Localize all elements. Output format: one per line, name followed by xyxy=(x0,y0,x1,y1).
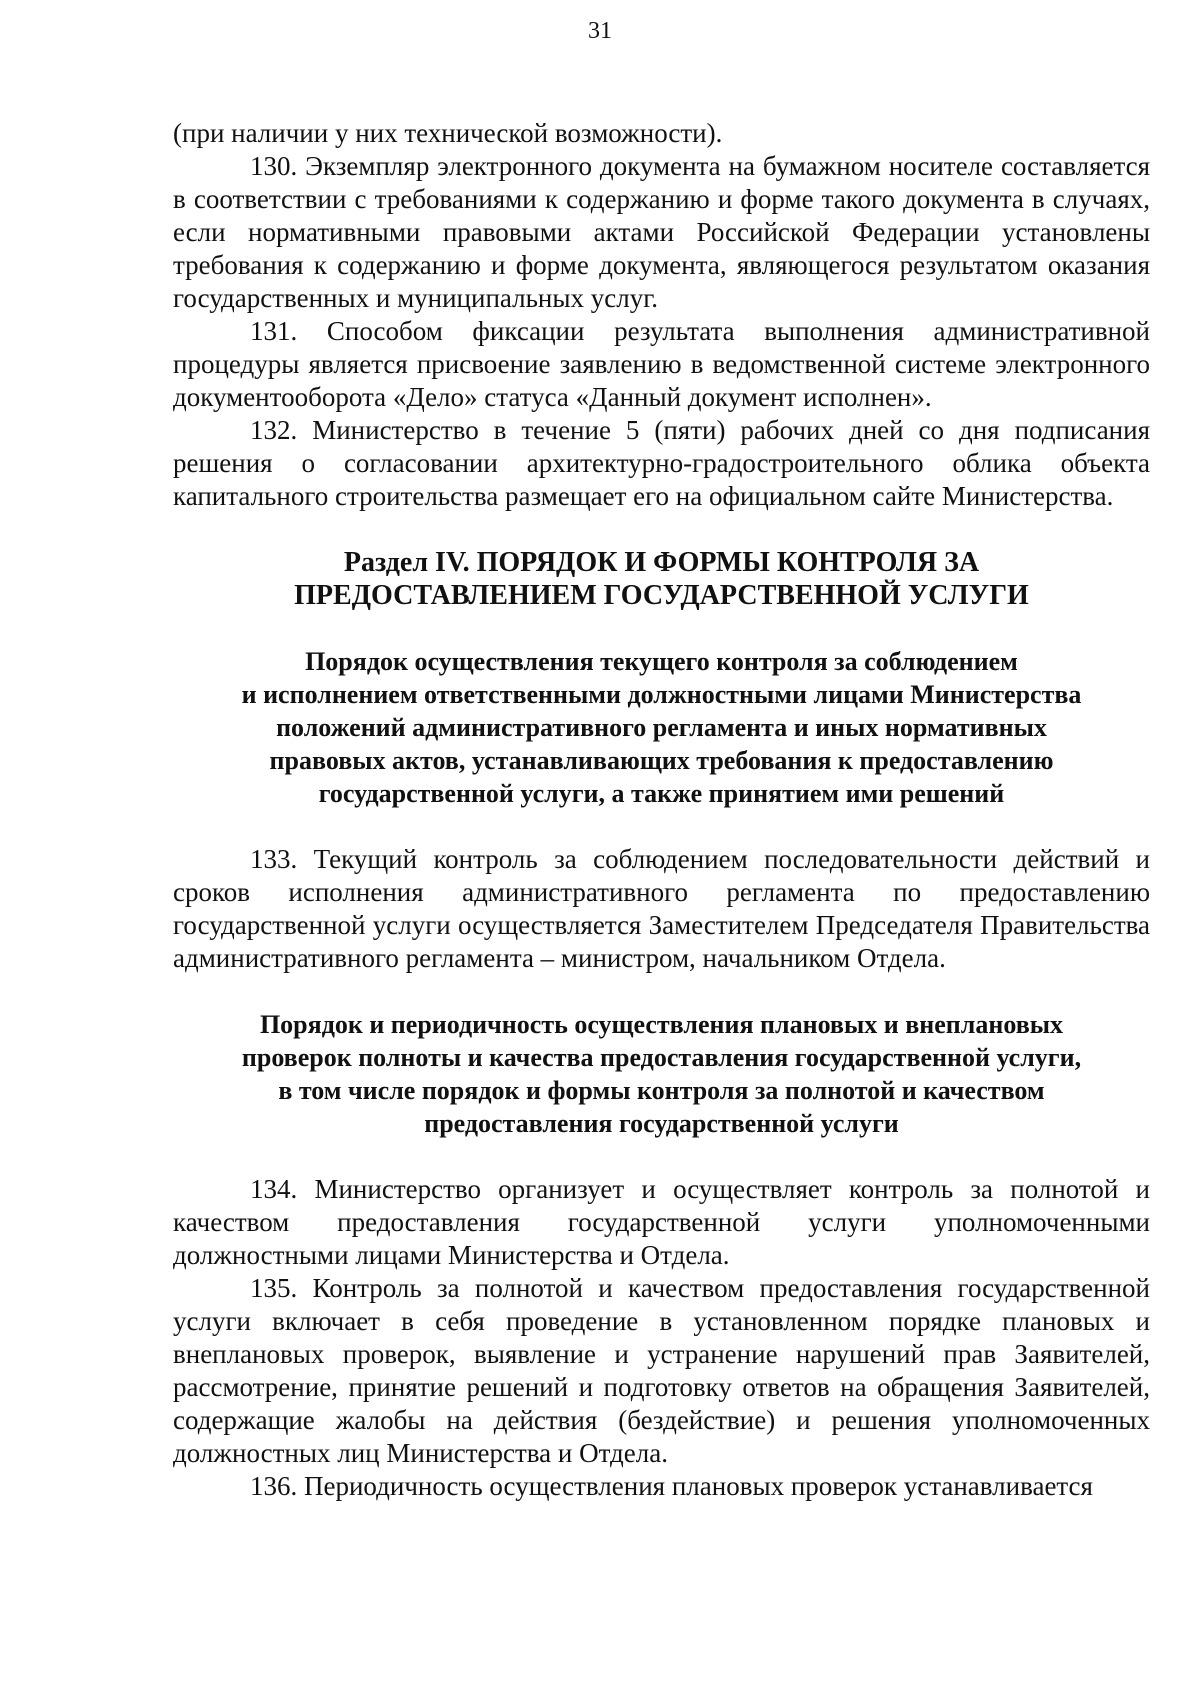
heading-line: Порядок и периодичность осуществления плановых и внеплановых xyxy=(259,1010,1064,1039)
paragraph: 131. Способом фиксации результата выполнения административной процедуры является присвоение заявлению в ведомственной системе электронного документооборота «Дело» статуса «Данный документ исполнен». xyxy=(173,316,1150,412)
heading-line: предоставления государственной услуги xyxy=(424,1109,899,1138)
paragraph: 135. Контроль за полнотой и качеством предоставления государственной услуги включает в себя проведение в установленном порядке плановых и внеплановых проверок, выявление и устранение нарушений прав Заявителей, рассмотрение, принятие решений и подготовку ответов на обращения Заявителей, содержащие жалобы на действия (бездействие) и решения уполномоченных должностных лиц Министерства и Отдела. xyxy=(173,1273,1150,1468)
section-heading xyxy=(173,546,1150,612)
heading-line: положений административного регламента и иных нормативных xyxy=(276,713,1047,742)
paragraph: 136. Периодичность осуществления плановых проверок устанавливается xyxy=(250,1471,1093,1501)
page-number: 31 xyxy=(588,18,612,44)
paragraph: 133. Текущий контроль за соблюдением последовательности действий и сроков исполнения административного регламента по предоставлению государственной услуги осуществляется Заместителем Председателя Правительства административного регламента – министром, начальником Отдела. xyxy=(173,844,1150,973)
heading-line: правовых актов, устанавливающих требования к предоставлению xyxy=(269,746,1054,775)
heading-line: ПРЕДОСТАВЛЕНИЕМ ГОСУДАРСТВЕННОЙ УСЛУГИ xyxy=(294,580,1029,611)
heading-line: проверок полноты и качества предоставления государственной услуги, xyxy=(241,1043,1082,1072)
heading-line: государственной услуги, а также принятием ими решений xyxy=(318,779,1005,808)
paragraph: 134. Министерство организует и осуществляет контроль за полнотой и качеством предоставления государственной услуги уполномоченными должностными лицами Министерства и Отдела. xyxy=(173,1174,1150,1270)
heading-line: и исполнением ответственными должностными лицами Министерства xyxy=(241,680,1082,709)
paragraph: 132. Министерство в течение 5 (пяти) рабочих дней со дня подписания решения о согласовании архитектурно-градостроительного облика объекта капитального строительства размещает его на официальном сайте Министерства. xyxy=(173,415,1150,511)
heading-line: в том числе порядок и формы контроля за полнотой и качеством xyxy=(278,1076,1045,1105)
paragraph: 130. Экземпляр электронного документа на бумажном носителе составляется в соответствии с требованиями к содержанию и форме такого документа в случаях, если нормативными правовыми актами Российской Федерации установлены требования к содержанию и форме документа, являющегося результатом оказания государственных и муниципальных услуг. xyxy=(173,151,1150,313)
heading-line: Порядок осуществления текущего контроля за соблюдением xyxy=(305,647,1018,676)
subsection-heading xyxy=(173,645,1150,810)
subsection-heading xyxy=(173,1008,1150,1140)
paragraph: (при наличии у них технической возможности). xyxy=(173,118,723,148)
heading-line: Раздел IV. ПОРЯДОК И ФОРМЫ КОНТРОЛЯ ЗА xyxy=(343,547,980,578)
document-body xyxy=(173,117,1150,1503)
